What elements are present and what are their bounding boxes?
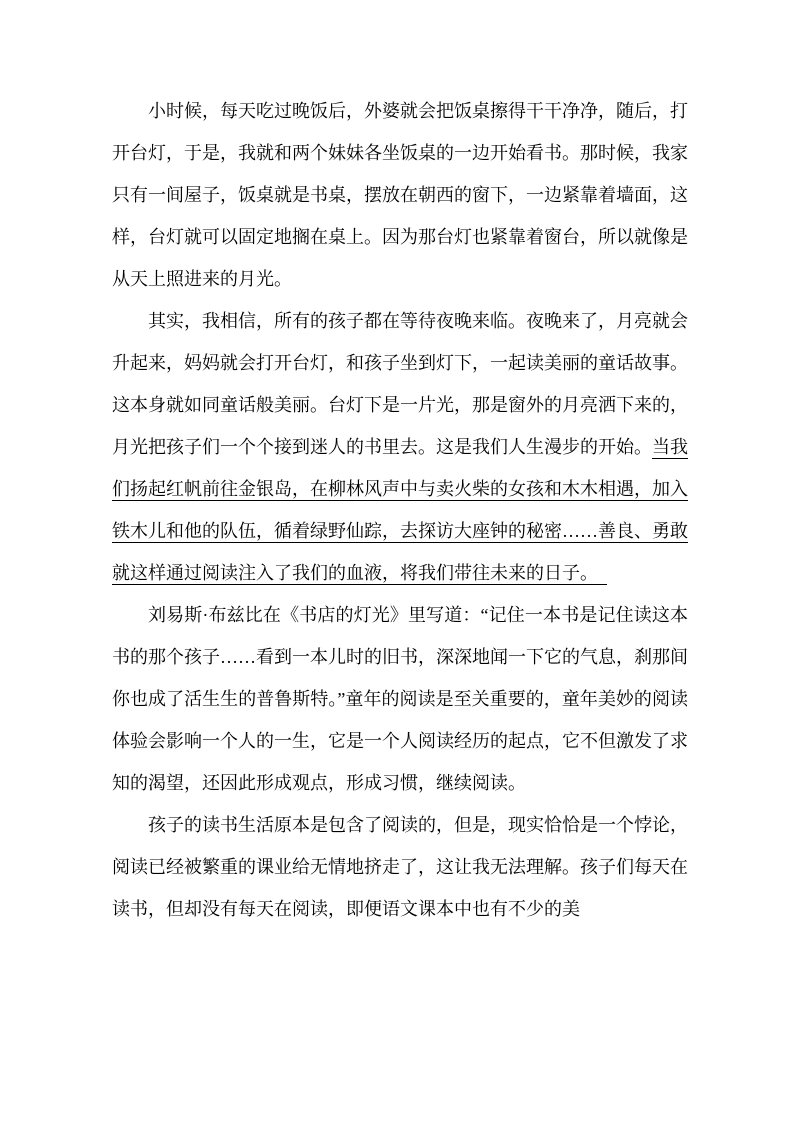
paragraph-night-reading-lead: 其实，我相信，所有的孩子都在等待夜晚来临。夜晚来了，月亮就会升起来，妈妈就会打开台灯，和孩子坐到灯下，一起读美丽的童话故事。这本身就如同童话般美丽。台灯下是一片光，那是窗外的月亮洒下来的，月光把孩子们一个个接到迷人的书里去。这是我们人生漫步的开始。 bbox=[112, 311, 688, 457]
paragraph-reading-paradox bbox=[112, 804, 688, 930]
paragraph-buzbee-quote-text: 刘易斯·布兹比在《书店的灯光》里写道：“记住一本书是记住读这本书的那个孩子……看到一本儿时的旧书，深深地闻一下它的气息，刹那间你也成了活生生的普鲁斯特。”童年的阅读是至关重要的，童年美妙的阅读体验会影响一个人的一生，它是一个人阅读经历的起点，它不但激发了求知的渴望，还因此形成观点，形成习惯，继续阅读。 bbox=[112, 605, 688, 793]
paragraph-childhood-memory bbox=[112, 90, 688, 300]
paragraph-night-reading-underlined-text: 当我们扬起红帆前往金银岛，在柳林风声中与卖火柴的女孩和木木相遇，加入铁木儿和他的队伍，循着绿野仙踪，去探访大座钟的秘密……善良、勇敢就这样通过阅读注入了我们的血液，将我们带往未来的日子。 bbox=[112, 437, 688, 583]
paragraph-night-reading bbox=[112, 300, 688, 594]
paragraph-buzbee-quote bbox=[112, 594, 688, 804]
paragraph-reading-paradox-text: 孩子的读书生活原本是包含了阅读的，但是，现实恰恰是一个悖论，阅读已经被繁重的课业给无情地挤走了，这让我无法理解。孩子们每天在读书，但却没有每天在阅读，即便语文课本中也有不少的美 bbox=[112, 815, 688, 919]
paragraph-childhood-memory-text: 小时候，每天吃过晚饭后，外婆就会把饭桌擦得干干净净，随后，打开台灯，于是，我就和两个妹妹各坐饭桌的一边开始看书。那时候，我家只有一间屋子，饭桌就是书桌，摆放在朝西的窗下，一边紧靠着墙面，这样，台灯就可以固定地搁在桌上。因为那台灯也紧靠着窗台，所以就像是从天上照进来的月光。 bbox=[112, 101, 688, 289]
document-body bbox=[112, 90, 688, 930]
